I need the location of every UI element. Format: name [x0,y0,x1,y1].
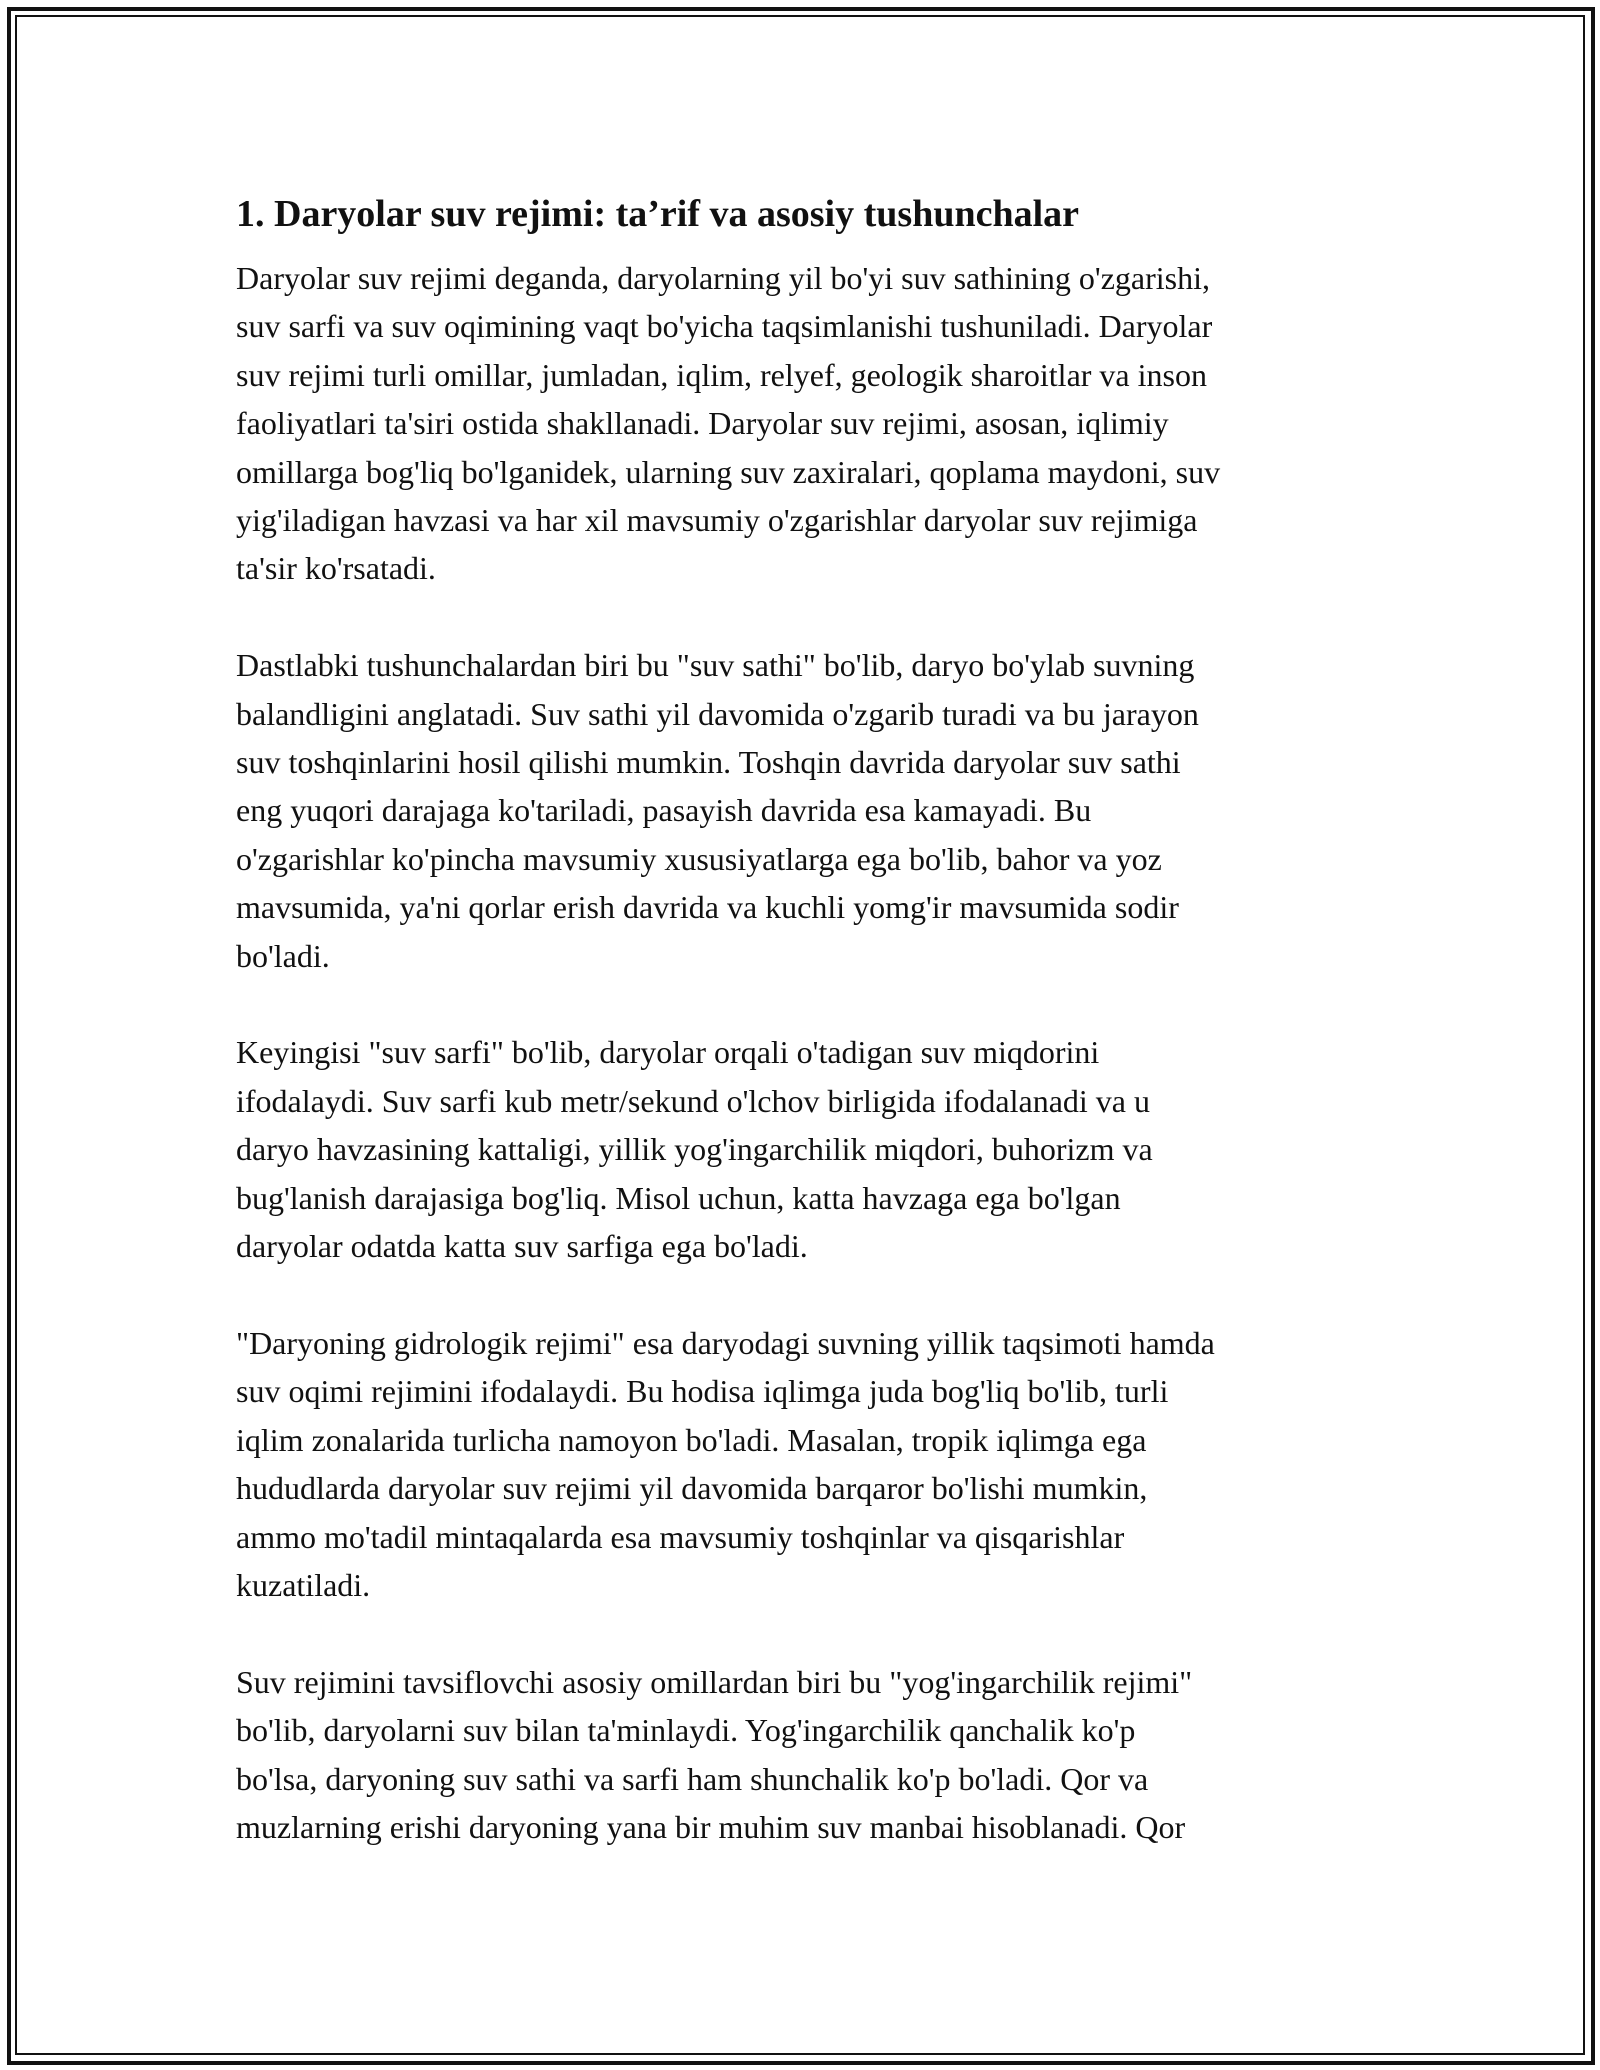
text-line: ta'sir ko'rsatadi. [236,550,436,587]
document-body [236,186,1386,1900]
text-line: o'zgarishlar ko'pincha mavsumiy xususiyatlarga ega bo'lib, bahor va yoz [236,840,1162,877]
section-heading: 1. Daryolar suv rejimi: ta’rif va asosiy tushunchalar [236,193,1080,235]
text-line: balandligini anglatadi. Suv sathi yil davomida o'zgarib turadi va bu jarayon [236,695,1199,732]
paragraph-water-level [236,641,1386,980]
text-line: suv toshqinlarini hosil qilishi mumkin. Toshqin davrida daryolar suv sathi [236,744,1181,781]
text-line: faoliyatlari ta'siri ostida shakllanadi. Daryolar suv rejimi, asosan, iqlimiy [236,405,1169,442]
text-line: daryo havzasining kattaligi, yillik yog'ingarchilik miqdori, buhorizm va [236,1131,1153,1168]
text-line: iqlim zonalarida turlicha namoyon bo'ladi. Masalan, tropik iqlimga ega [236,1421,1147,1458]
text-line: bo'lsa, daryoning suv sathi va sarfi ham shunchalik ko'p bo'ladi. Qor va [236,1760,1149,1797]
text-line: yig'iladigan havzasi va har xil mavsumiy o'zgarishlar daryolar suv rejimiga [236,502,1198,539]
paragraph-precipitation-regime [236,1658,1386,1852]
text-line: "Daryoning gidrologik rejimi" esa daryodagi suvning yillik taqsimoti hamda [236,1324,1215,1361]
text-line: Daryolar suv rejimi deganda, daryolarning yil bo'yi suv sathining o'zgarishi, [236,260,1210,296]
text-line: mavsumida, ya'ni qorlar erish davrida va kuchli yomg'ir mavsumida sodir [236,889,1179,926]
text-line: Dastlabki tushunchalardan biri bu "suv sathi" bo'lib, daryo bo'ylab suvning [236,647,1195,684]
text-line: Suv rejimini tavsiflovchi asosiy omillardan biri bu "yog'ingarchilik rejimi" [236,1663,1193,1700]
text-line: eng yuqori darajaga ko'tariladi, pasayish davrida esa kamayadi. Bu [236,792,1092,829]
text-line: suv sarfi va suv oqimining vaqt bo'yicha taqsimlanishi tushuniladi. Daryolar [236,308,1213,345]
paragraph-water-discharge [236,1028,1386,1270]
text-line: omillarga bog'liq bo'lganidek, ularning suv zaxiralari, qoplama maydoni, suv [236,453,1221,490]
text-line: bug'lanish darajasiga bog'liq. Misol uchun, katta havzaga ega bo'lgan [236,1179,1121,1216]
text-line: bo'ladi. [236,937,330,974]
text-line: ammo mo'tadil mintaqalarda esa mavsumiy toshqinlar va qisqarishlar [236,1518,1125,1555]
text-line: muzlarning erishi daryoning yana bir muhim suv manbai hisoblanadi. Qor [236,1808,1186,1845]
text-line: kuzatiladi. [236,1566,371,1603]
text-line: daryolar odatda katta suv sarfiga ega bo'ladi. [236,1228,808,1265]
paragraph-hydrological-regime [236,1319,1386,1609]
text-line: hududlarda daryolar suv rejimi yil davomida barqaror bo'lishi mumkin, [236,1470,1148,1507]
text-line: suv rejimi turli omillar, jumladan, iqlim, relyef, geologik sharoitlar va inson [236,356,1207,393]
text-line: suv oqimi rejimini ifodalaydi. Bu hodisa iqlimga juda bog'liq bo'lib, turli [236,1373,1169,1410]
text-line: Keyingisi "suv sarfi" bo'lib, daryolar orqali o'tadigan suv miqdorini [236,1034,1100,1071]
text-line: bo'lib, daryolarni suv bilan ta'minlaydi. Yog'ingarchilik qanchalik ko'p [236,1712,1136,1749]
text-line: ifodalaydi. Suv sarfi kub metr/sekund o'lchov birligida ifodalanadi va u [236,1082,1150,1119]
paragraph-definition [236,254,1386,593]
